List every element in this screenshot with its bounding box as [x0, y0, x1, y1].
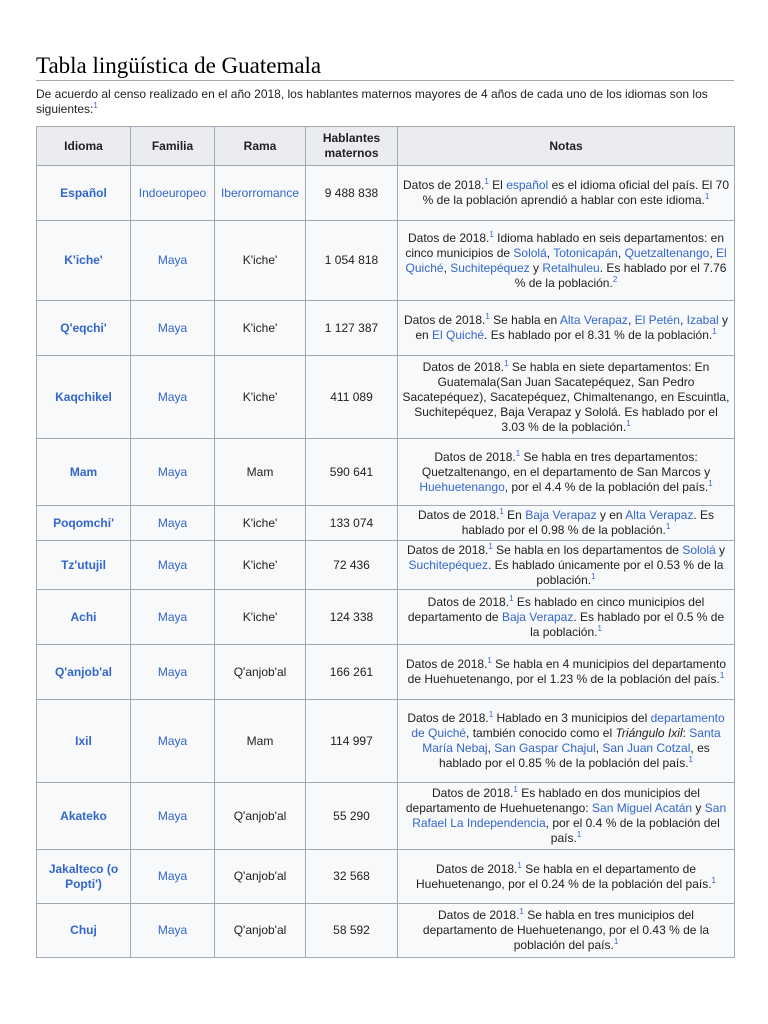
branch-cell: K'iche' [215, 301, 306, 356]
table-row [37, 541, 735, 590]
notes-link[interactable]: San Miguel Acatán [592, 801, 693, 815]
family-link[interactable]: Maya [131, 590, 215, 645]
family-link[interactable]: Maya [131, 700, 215, 783]
reference-link[interactable]: 1 [487, 656, 492, 665]
reference-link[interactable]: 1 [488, 710, 494, 719]
header-rama[interactable]: Rama [215, 127, 306, 166]
language-name-link[interactable]: Achi [37, 590, 131, 645]
notes-text: y en [596, 508, 626, 522]
notes-text: Datos de 2018. [405, 657, 488, 671]
notes-link[interactable]: El Quiché [405, 245, 727, 275]
family-link[interactable]: Maya [131, 850, 215, 904]
family-link[interactable]: Maya [131, 301, 215, 356]
notes-link[interactable]: Baja Verapaz [525, 508, 597, 522]
notes-text: y [715, 542, 726, 557]
header-familia[interactable]: Familia [131, 127, 215, 166]
language-name-link[interactable]: Ixil [37, 700, 131, 783]
notes-link[interactable]: El Quiché [432, 328, 485, 342]
reference-link[interactable]: 1 [484, 177, 489, 186]
speakers-count: 590 641 [306, 439, 398, 506]
notes-text: , también conocido como el [466, 726, 616, 740]
notes-text: Se habla en tres departamentos: Quetzaltenango, en el departamento de San Marcos y [421, 449, 711, 479]
notes-text: Datos de 2018. [436, 861, 518, 876]
reference-link[interactable]: 1 [499, 507, 504, 516]
notes-text: , por el 4.4 % de la población del país. [504, 479, 709, 494]
notes-text: Datos de 2018. [417, 508, 500, 522]
notes-link[interactable]: Baja Verapaz [501, 609, 574, 624]
language-name-link[interactable]: Chuj [37, 904, 131, 958]
notes-text: Es hablado en dos municipios del departamento de Huehuetenango: [405, 786, 700, 815]
notes-text: Datos de 2018. [438, 908, 520, 922]
table-row [37, 904, 735, 958]
family-link[interactable]: Maya [131, 541, 215, 590]
header-hablantes[interactable]: Hablantes maternos [306, 127, 398, 166]
notes-text: , [709, 245, 716, 260]
notes-text: En [503, 508, 526, 522]
notes-link[interactable]: San Juan Cotzal [602, 741, 691, 755]
notes-cell [398, 645, 735, 700]
notes-cell [398, 783, 735, 850]
language-name-link[interactable]: Kaqchikel [37, 356, 131, 439]
notes-text: Se habla en 4 municipios del departamento de Huehuetenango, por el 1.23 % de la población del país. [407, 657, 726, 686]
notes-link[interactable]: Santa María Nebaj [422, 726, 721, 755]
speakers-count: 32 568 [306, 850, 398, 904]
language-name-link[interactable]: K'iche' [37, 221, 131, 301]
notes-text: y [529, 260, 543, 275]
notes-link[interactable]: Alta Verapaz [559, 313, 628, 327]
branch-cell: Mam [215, 700, 306, 783]
speakers-count: 58 592 [306, 904, 398, 958]
speakers-count: 72 436 [306, 541, 398, 590]
reference-link[interactable]: 1 [591, 571, 596, 581]
notes-text: Datos de 2018. [432, 786, 514, 800]
notes-link[interactable]: Quetzaltenango [624, 245, 710, 260]
reference-link[interactable]: 1 [704, 192, 710, 201]
intro-reference[interactable]: 1 [93, 101, 98, 110]
table-row [37, 783, 735, 850]
reference-link[interactable]: 1 [626, 418, 631, 428]
notes-link[interactable]: Sololá [682, 542, 716, 557]
language-name-link[interactable]: Español [37, 166, 131, 221]
speakers-count: 124 338 [306, 590, 398, 645]
notes-link[interactable]: Sololá [513, 245, 547, 260]
branch-cell: Q'anjob'al [215, 783, 306, 850]
language-name-link[interactable]: Q'anjob'al [37, 645, 131, 700]
table-row [37, 221, 735, 301]
notes-text: , [679, 313, 687, 327]
notes-text: : [682, 726, 690, 740]
notes-cell [398, 850, 735, 904]
notes-link[interactable]: departamento de Quiché [411, 711, 725, 740]
reference-link[interactable]: 2 [612, 274, 618, 284]
language-name-link[interactable]: Mam [37, 439, 131, 506]
family-link[interactable]: Maya [131, 356, 215, 439]
notes-text: Hablado en 3 municipios del [493, 711, 651, 725]
reference-link[interactable]: 1 [509, 593, 514, 603]
header-idioma[interactable]: Idioma [37, 127, 131, 166]
table-row [37, 850, 735, 904]
table-row [37, 439, 735, 506]
notes-cell [398, 221, 735, 301]
speakers-count: 411 089 [306, 356, 398, 439]
notes-text: Datos de 2018. [422, 359, 505, 374]
notes-text: . Es hablado por el 0.98 % de la población. [461, 508, 714, 537]
intro-paragraph [36, 87, 736, 117]
notes-link[interactable]: Totonicapán [553, 245, 618, 260]
notes-text: , [595, 741, 603, 755]
notes-text: Datos de 2018. [427, 594, 510, 609]
notes-link[interactable]: Suchitepéquez [408, 557, 488, 572]
notes-text: Datos de 2018. [406, 542, 489, 557]
notes-link[interactable]: Izabal [686, 313, 719, 327]
reference-link[interactable]: 1 [711, 875, 716, 885]
notes-cell [398, 356, 735, 439]
notes-link[interactable]: El Petén [634, 313, 680, 327]
notes-link[interactable]: español [506, 178, 549, 192]
reference-link[interactable]: 1 [712, 327, 717, 336]
notes-text: . Es hablado por el 0.5 % de la población. [530, 609, 725, 639]
reference-link[interactable]: 1 [504, 358, 509, 368]
title-divider [36, 80, 734, 81]
notes-text: Se habla en los departamentos de [492, 542, 683, 557]
speakers-count: 114 997 [306, 700, 398, 783]
notes-cell [398, 590, 735, 645]
notes-text: y [692, 801, 705, 815]
reference-link[interactable]: 1 [576, 830, 582, 839]
speakers-count: 9 488 838 [306, 166, 398, 221]
notes-text: Datos de 2018. [407, 230, 490, 245]
notes-text: , es hablado por el 0.85 % de la población del país. [439, 741, 710, 770]
branch-cell: K'iche' [215, 356, 306, 439]
speakers-count: 133 074 [306, 506, 398, 541]
notes-cell [398, 301, 735, 356]
table-row [37, 166, 735, 221]
branch-cell: K'iche' [215, 541, 306, 590]
speakers-count: 1 054 818 [306, 221, 398, 301]
table-body [37, 166, 735, 958]
reference-link[interactable]: 1 [665, 522, 671, 531]
reference-link[interactable]: 1 [613, 937, 619, 946]
table-header-row [37, 127, 735, 166]
speakers-count: 166 261 [306, 645, 398, 700]
reference-link[interactable]: 1 [519, 907, 524, 916]
reference-link[interactable]: 1 [488, 541, 493, 551]
family-link[interactable]: Indoeuropeo [131, 166, 215, 221]
notes-italic-text: Triángulo Ixil [615, 726, 683, 740]
family-link[interactable]: Maya [131, 904, 215, 958]
notes-text: Se habla en tres municipios del departamento de Huehuetenango, por el 0.43 % de la población del país. [422, 908, 710, 952]
family-link[interactable]: Maya [131, 439, 215, 506]
language-name-link[interactable]: Poqomchi' [37, 506, 131, 541]
languages-table [36, 126, 735, 958]
notes-text: , [443, 260, 451, 275]
notes-text: Datos de 2018. [407, 711, 489, 725]
family-link[interactable]: Maya [131, 506, 215, 541]
notes-link[interactable]: Huehuetenango [419, 479, 505, 494]
notes-text: es el idioma oficial del país. El 70 % de la población aprendió a hablar con este idioma. [422, 178, 729, 207]
branch-cell: Q'anjob'al [215, 645, 306, 700]
notes-text: , [546, 245, 554, 260]
family-link[interactable]: Maya [131, 221, 215, 301]
table-row [37, 506, 735, 541]
notes-text: Se habla en el departamento de Huehuetenango, por el 0.24 % de la población del país. [415, 861, 712, 891]
branch-cell: K'iche' [215, 590, 306, 645]
reference-link[interactable]: 1 [708, 478, 713, 488]
branch-link[interactable]: Iberorromance [215, 166, 306, 221]
page-title: Tabla lingüística de Guatemala [36, 53, 322, 78]
table-row [37, 301, 735, 356]
reference-link[interactable]: 1 [597, 623, 602, 633]
notes-text: Idioma hablado en seis departamentos: en cinco municipios de [405, 230, 724, 260]
branch-cell: K'iche' [215, 506, 306, 541]
speakers-count: 1 127 387 [306, 301, 398, 356]
notes-text: El [488, 178, 507, 192]
notes-text: , [617, 245, 625, 260]
reference-link[interactable]: 1 [719, 671, 725, 680]
notes-link[interactable]: San Gaspar Chajul [494, 741, 596, 755]
family-link[interactable]: Maya [131, 645, 215, 700]
reference-link[interactable]: 1 [517, 860, 522, 870]
table-row [37, 356, 735, 439]
reference-link[interactable]: 1 [515, 448, 521, 458]
notes-text: Es hablado en cinco municipios del departamento de [407, 594, 705, 624]
branch-cell: Q'anjob'al [215, 850, 306, 904]
language-name-link[interactable]: Q'eqchi' [37, 301, 131, 356]
speakers-count: 55 290 [306, 783, 398, 850]
intro-text: De acuerdo al censo realizado en el año 2018, los hablantes maternos mayores de 4 años de cada uno de los idiomas son los siguientes: [36, 87, 708, 116]
notes-text: Datos de 2018. [434, 449, 516, 464]
notes-text: , [627, 313, 635, 327]
notes-text: , por el 0.4 % de la población del país. [545, 816, 720, 845]
reference-link[interactable]: 1 [485, 312, 490, 321]
notes-text: , [487, 741, 495, 755]
notes-text: y en [415, 313, 729, 342]
notes-cell [398, 506, 735, 541]
notes-text: . Es hablado por el 8.31 % de la población. [484, 328, 713, 342]
table-row [37, 700, 735, 783]
reference-link[interactable]: 1 [688, 755, 693, 764]
branch-cell: Mam [215, 439, 306, 506]
notes-cell [398, 904, 735, 958]
notes-link[interactable]: San Rafael La Independencia [412, 801, 727, 830]
table-row [37, 590, 735, 645]
language-name-link[interactable]: Jakalteco (o Popti') [37, 850, 131, 904]
reference-link[interactable]: 1 [489, 229, 494, 239]
branch-cell: K'iche' [215, 221, 306, 301]
notes-text: Datos de 2018. [403, 313, 486, 327]
notes-link[interactable]: Retalhuleu [542, 260, 600, 275]
header-notas[interactable]: Notas [398, 127, 735, 166]
notes-link[interactable]: Alta Verapaz [625, 508, 694, 522]
notes-text: . Es hablado únicamente por el 0.53 % de la población. [487, 557, 724, 587]
branch-cell: Q'anjob'al [215, 904, 306, 958]
notes-text: Se habla en siete departamentos: En Guatemala(San Juan Sacatepéquez, San Pedro Sacatepéquez), Sacatepéquez, Chimaltenango, en Escuintla, Suchitepéquez, Baja Verapaz y Sololá. Es hablado por el 3.03 % de la población. [402, 359, 730, 434]
notes-cell [398, 541, 735, 590]
notes-text: Se habla en [489, 313, 560, 327]
table-row [37, 645, 735, 700]
language-name-link[interactable]: Akateko [37, 783, 131, 850]
notes-cell [398, 700, 735, 783]
reference-link[interactable]: 1 [513, 785, 518, 794]
notes-cell [398, 166, 735, 221]
notes-cell [398, 439, 735, 506]
language-name-link[interactable]: Tz'utujil [37, 541, 131, 590]
notes-link[interactable]: Suchitepéquez [450, 260, 530, 275]
notes-text: Datos de 2018. [402, 178, 485, 192]
notes-text: . Es hablado por el 7.76 % de la población. [514, 260, 727, 290]
family-link[interactable]: Maya [131, 783, 215, 850]
